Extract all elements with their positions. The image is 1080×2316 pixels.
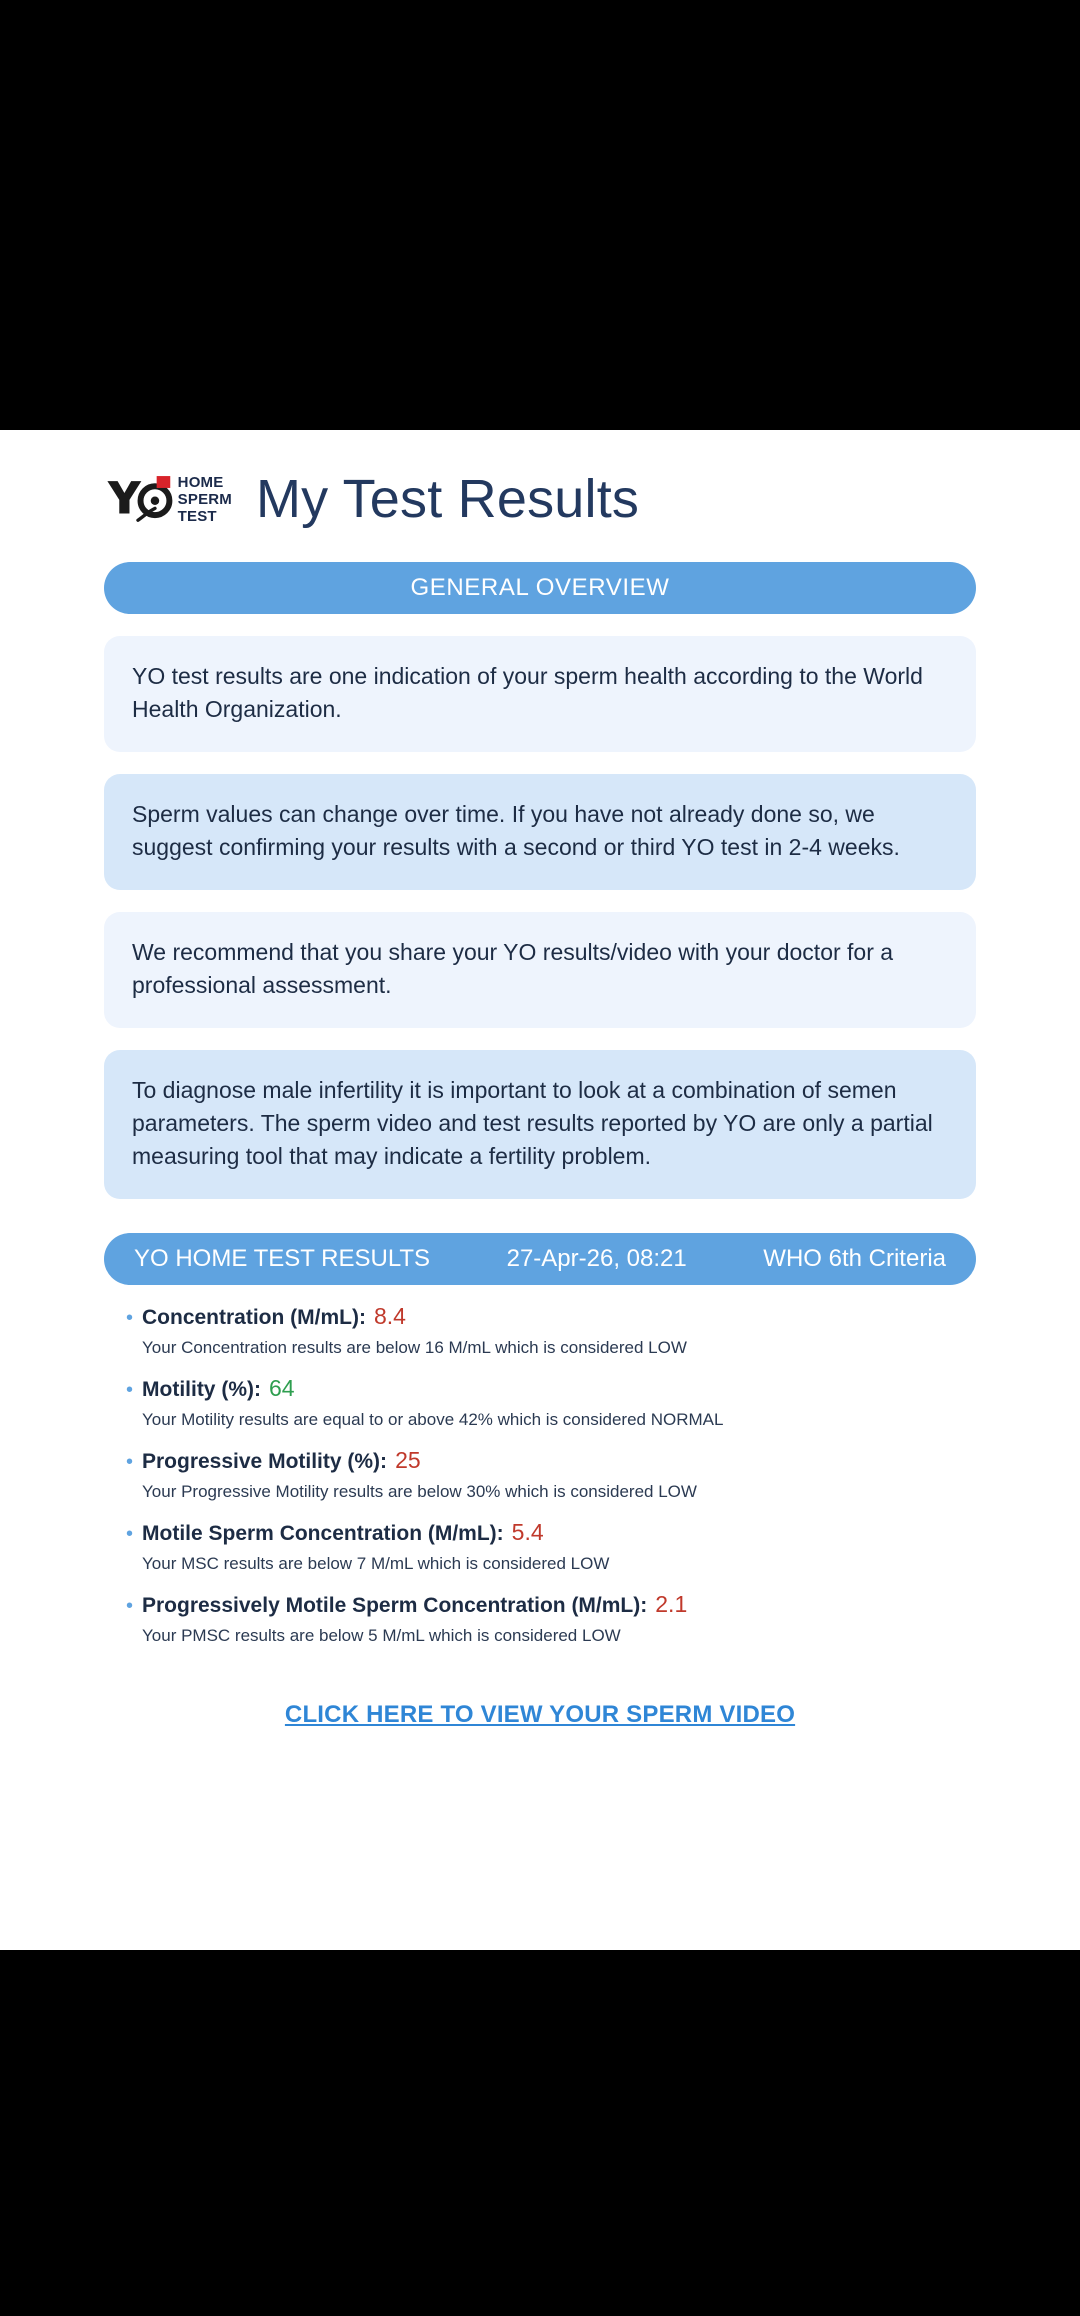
- result-description: Your Concentration results are below 16 M/mL which is considered LOW: [142, 1338, 687, 1357]
- list-item: [126, 1447, 976, 1503]
- result-value: 2.1: [655, 1591, 688, 1617]
- list-item: [126, 1303, 976, 1359]
- result-value: 64: [268, 1375, 295, 1401]
- list-item: [126, 1375, 976, 1431]
- video-link-container: [104, 1701, 976, 1729]
- bullet-icon: •: [126, 1307, 134, 1329]
- yo-logo-subtitle: [178, 474, 232, 525]
- results-summary-bar: [104, 1233, 976, 1285]
- results-list: [104, 1303, 976, 1647]
- bullet-icon: •: [126, 1379, 134, 1401]
- result-value: 5.4: [511, 1519, 544, 1545]
- general-overview-label: GENERAL OVERVIEW: [410, 574, 670, 601]
- list-item: [126, 1591, 976, 1647]
- results-bar-criteria: WHO 6th Criteria: [763, 1245, 946, 1272]
- bullet-icon: •: [126, 1451, 134, 1473]
- yo-logo-icon: [104, 470, 174, 528]
- result-description: Your Progressive Motility results are below 30% which is considered LOW: [142, 1482, 697, 1501]
- result-value: 8.4: [373, 1303, 406, 1329]
- overview-card: [104, 774, 976, 890]
- overview-card: [104, 636, 976, 752]
- report-header: [104, 430, 976, 530]
- overview-card-text: We recommend that you share your YO results/video with your doctor for a professional assessment.: [132, 939, 894, 998]
- result-label: Motility (%):: [142, 1378, 261, 1401]
- logo-sub-line-1: HOME: [177, 473, 224, 491]
- overview-card-text: Sperm values can change over time. If you have not already done so, we suggest confirming your results with a second or third YO test in 2-4 weeks.: [132, 801, 900, 860]
- result-label: Progressive Motility (%):: [142, 1450, 388, 1473]
- overview-card: [104, 1050, 976, 1199]
- result-value: 25: [395, 1447, 421, 1473]
- overview-card: [104, 912, 976, 1028]
- general-overview-bar: [104, 562, 976, 614]
- overview-card-text: To diagnose male infertility it is important to look at a combination of semen parameters. The sperm video and test results reported by YO are only a partial measuring tool that may indicate a fertility problem.: [132, 1077, 933, 1169]
- page-title: My Test Results: [256, 469, 640, 529]
- results-bar-title: YO HOME TEST RESULTS: [134, 1245, 431, 1272]
- list-item: [126, 1519, 976, 1575]
- bullet-icon: •: [126, 1523, 134, 1545]
- result-label: Motile Sperm Concentration (M/mL):: [142, 1522, 504, 1545]
- view-sperm-video-link[interactable]: CLICK HERE TO VIEW YOUR SPERM VIDEO: [284, 1701, 796, 1728]
- logo-sub-line-3: TEST: [177, 507, 217, 525]
- bullet-icon: •: [126, 1595, 134, 1617]
- logo-sub-line-2: SPERM: [177, 490, 232, 508]
- result-label: Concentration (M/mL):: [142, 1306, 366, 1329]
- result-label: Progressively Motile Sperm Concentration (M/mL):: [142, 1594, 648, 1617]
- overview-card-text: YO test results are one indication of your sperm health according to the World Health Organization.: [132, 663, 923, 722]
- result-description: Your Motility results are equal to or above 42% which is considered NORMAL: [142, 1410, 724, 1429]
- result-description: Your MSC results are below 7 M/mL which is considered LOW: [142, 1554, 610, 1573]
- result-description: Your PMSC results are below 5 M/mL which is considered LOW: [142, 1626, 621, 1645]
- yo-logo: [104, 468, 232, 530]
- results-bar-timestamp: 27-Apr-26, 08:21: [506, 1245, 687, 1272]
- report-page: [0, 430, 1080, 1950]
